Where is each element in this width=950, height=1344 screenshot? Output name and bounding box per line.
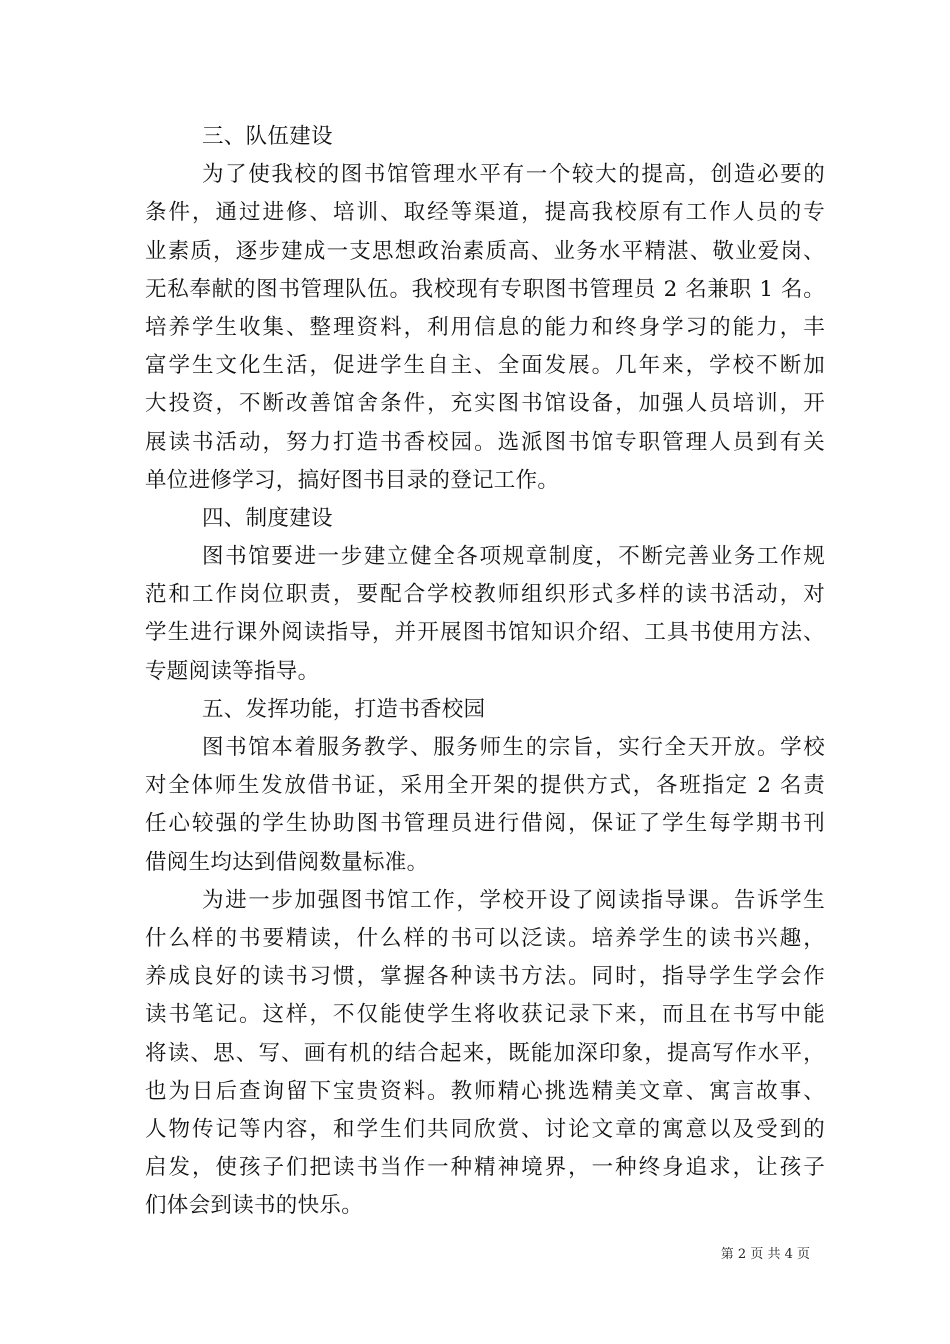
paragraph-line: 无私奉献的图书管理队伍。我校现有专职图书管理员 2 名兼职 1 名。 (145, 276, 825, 302)
paragraph-line: 单位进修学习，搞好图书目录的登记工作。 (145, 467, 560, 493)
paragraph-line: 业素质，逐步建成一支思想政治素质高、业务水平精湛、敬业爱岗、 (145, 238, 825, 264)
paragraph-line: 借阅生均达到借阅数量标准。 (145, 849, 429, 875)
paragraph-line: 条件，通过进修、培训、取经等渠道，提高我校原有工作人员的专 (145, 200, 825, 226)
paragraph-line: 图书馆要进一步建立健全各项规章制度，不断完善业务工作规 (202, 544, 825, 570)
page-number: 第 2 页 共 4 页 (720, 1247, 810, 1262)
document-body (145, 118, 825, 1225)
paragraph-line: 培养学生收集、整理资料，利用信息的能力和终身学习的能力，丰 (145, 314, 825, 340)
paragraph-line: 人物传记等内容，和学生们共同欣赏、讨论文章的寓意以及受到的 (145, 1116, 825, 1142)
paragraph-line: 养成良好的读书习惯，掌握各种读书方法。同时，指导学生学会作 (145, 964, 825, 990)
paragraph-line: 学生进行课外阅读指导，并开展图书馆知识介绍、工具书使用方法、 (145, 620, 825, 646)
paragraph-line: 专题阅读等指导。 (145, 658, 320, 684)
paragraph-line: 为进一步加强图书馆工作，学校开设了阅读指导课。告诉学生 (202, 887, 825, 913)
paragraph-line: 什么样的书要精读，什么样的书可以泛读。培养学生的读书兴趣， (145, 925, 825, 951)
paragraph-line: 也为日后查询留下宝贵资料。教师精心挑选精美文章、寓言故事、 (145, 1078, 825, 1104)
paragraph-line: 大投资，不断改善馆舍条件，充实图书馆设备，加强人员培训，开 (145, 391, 825, 417)
paragraph-line: 展读书活动，努力打造书香校园。选派图书馆专职管理人员到有关 (145, 429, 825, 455)
paragraph-line: 范和工作岗位职责，要配合学校教师组织形式多样的读书活动，对 (145, 582, 825, 608)
paragraph-line: 将读、思、写、画有机的结合起来，既能加深印象，提高写作水平， (145, 1040, 825, 1066)
section-heading: 三、队伍建设 (202, 124, 333, 149)
section-heading: 五、发挥功能，打造书香校园 (202, 696, 486, 722)
paragraph-line: 任心较强的学生协助图书管理员进行借阅，保证了学生每学期书刊 (145, 811, 825, 837)
paragraph-line: 们体会到读书的快乐。 (145, 1193, 364, 1219)
paragraph-line: 对全体师生发放借书证，采用全开架的提供方式，各班指定 2 名责 (145, 773, 825, 799)
paragraph-line: 为了使我校的图书馆管理水平有一个较大的提高，创造必要的 (202, 162, 825, 188)
paragraph-line: 图书馆本着服务教学、服务师生的宗旨，实行全天开放。学校 (202, 735, 825, 760)
paragraph-line: 读书笔记。这样，不仅能使学生将收获记录下来，而且在书写中能 (145, 1002, 825, 1028)
paragraph-line: 富学生文化生活，促进学生自主、全面发展。几年来，学校不断加 (145, 353, 825, 379)
section-heading: 四、制度建设 (202, 505, 333, 531)
paragraph-line: 启发，使孩子们把读书当作一种精神境界，一种终身追求，让孩子 (145, 1155, 825, 1181)
